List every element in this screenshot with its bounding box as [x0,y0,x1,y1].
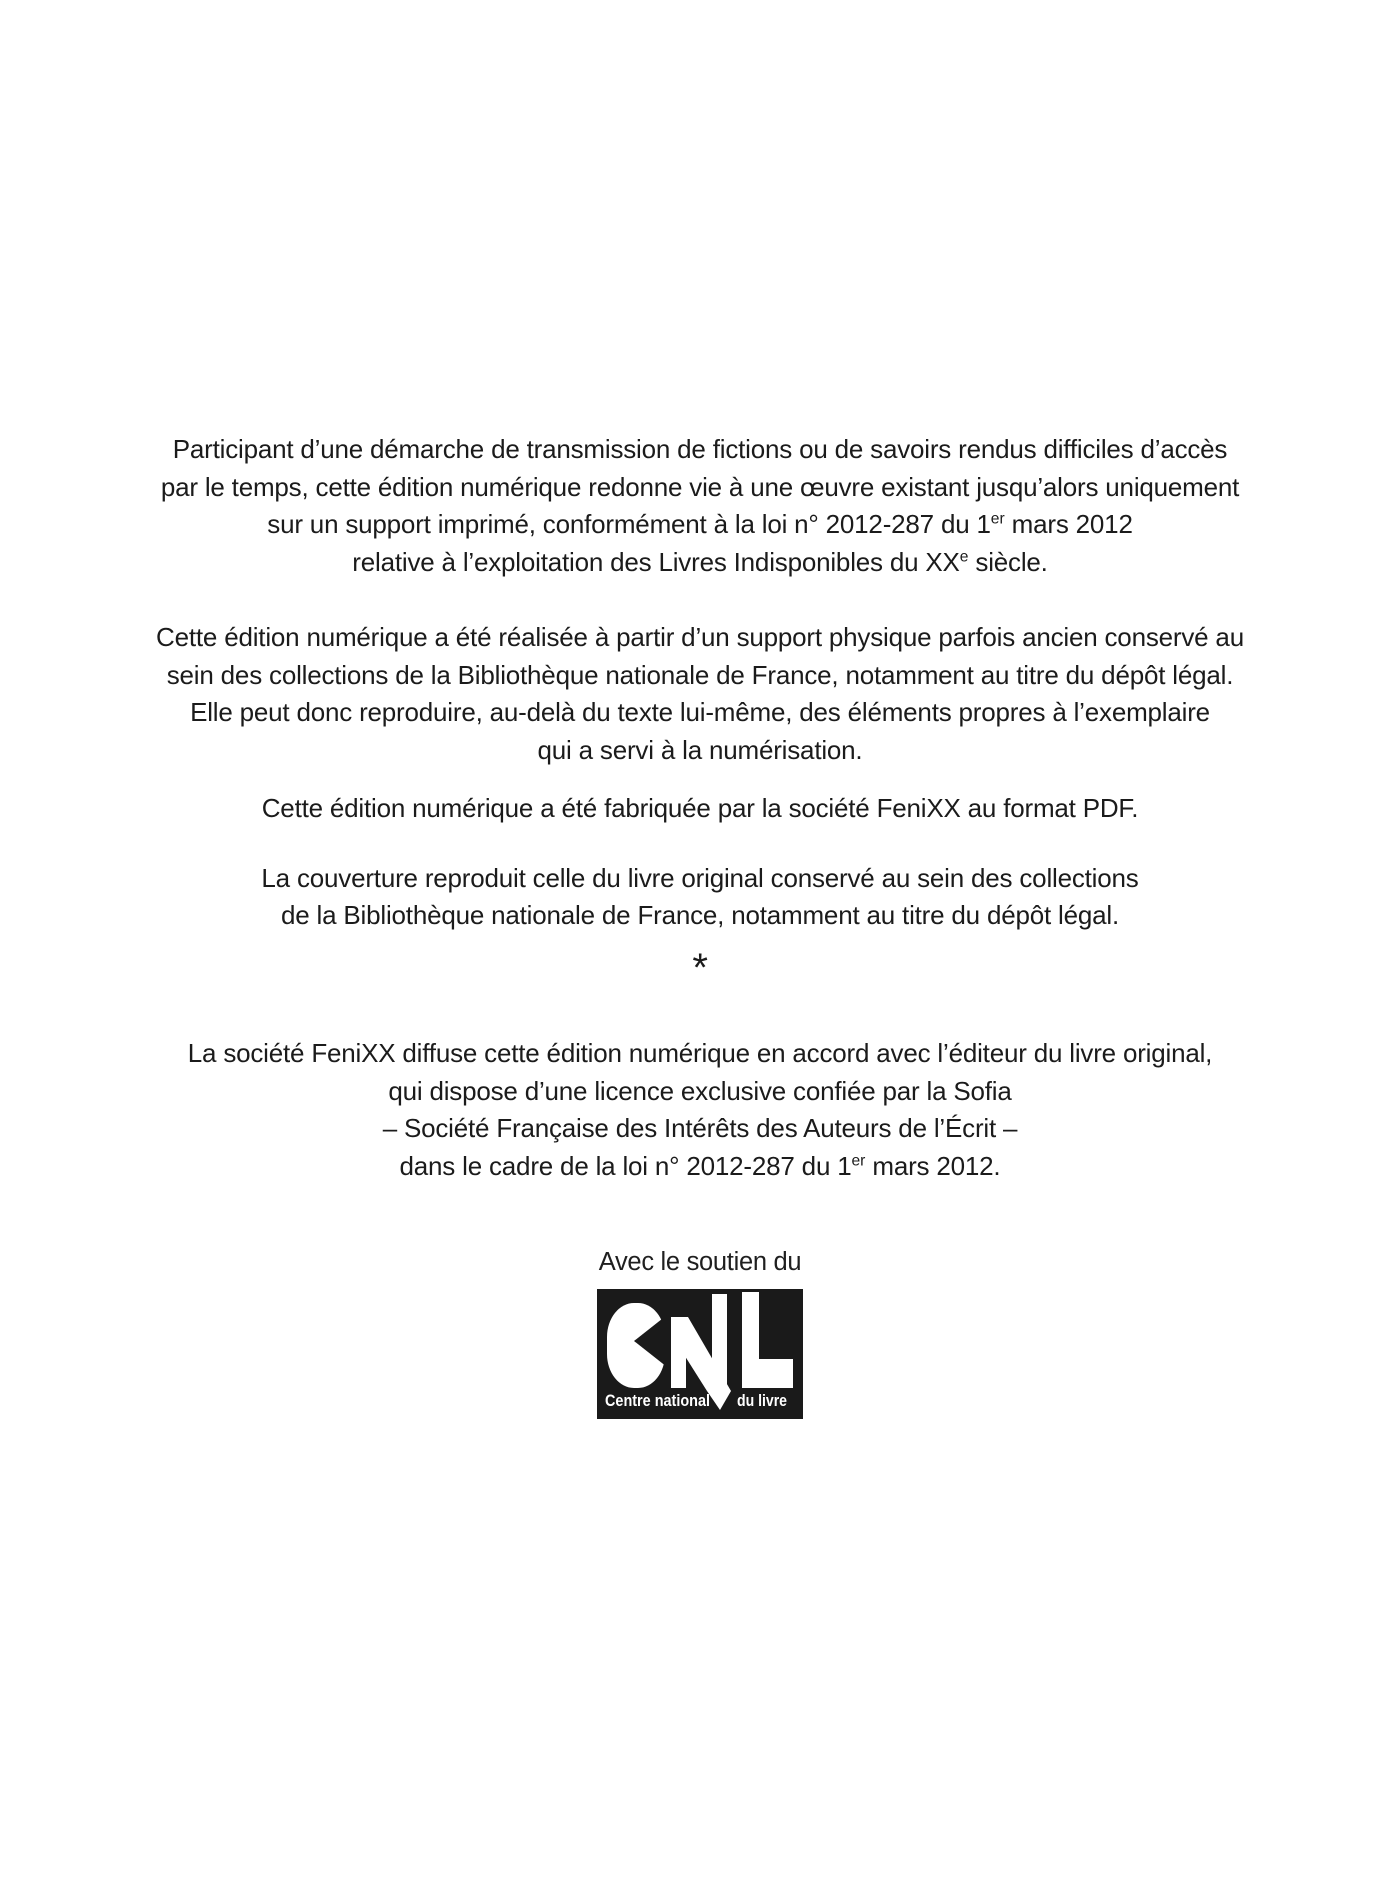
paragraph-legal-context [0,431,1400,581]
paragraph-source [0,619,1400,769]
asterisk-separator [0,945,1400,990]
cnl-letter-c [607,1303,667,1388]
text-line: La couverture reproduit celle du livre original conservé au sein des collections [261,862,1139,893]
logo-caption: Avec le soutien du [598,1248,802,1276]
paragraph-diffusion [0,1035,1400,1185]
paragraph-fabrication [0,790,1400,828]
cnl-support-block [597,1248,803,1419]
text-line: Cette édition numérique a été fabriquée par la société FeniXX au format PDF. [261,793,1139,823]
text-line: qui a servi à la numérisation. [537,734,863,765]
paragraphs [0,431,1400,1185]
text-line: – Société Française des Intérêts des Auteurs de l’Écrit – [382,1113,1018,1143]
text-line: relative à l’exploitation des Livres Indisponibles du XXe siècle. [352,546,1048,577]
cnl-logo-icon [597,1289,803,1419]
cnl-strip-left-label: Centre national [605,1392,710,1410]
text-line: Participant d’une démarche de transmission de fictions ou de savoirs rendus difficiles d’accès [172,434,1228,464]
text-line: Elle peut donc reproduire, au-delà du texte lui-même, des éléments propres à l’exemplaire [190,697,1210,727]
text-line: sur un support imprimé, conformément à la loi n° 2012-287 du 1er mars 2012 [267,509,1133,539]
text-line: qui dispose d’une licence exclusive confiée par la Sofia [388,1075,1012,1106]
text-line: par le temps, cette édition numérique redonne vie à une œuvre existant jusqu’alors uniquement [160,471,1240,502]
cnl-strip-right-label: du livre [737,1392,787,1410]
text-line: La société FeniXX diffuse cette édition numérique en accord avec l’éditeur du livre original, [187,1038,1213,1068]
text-line: sein des collections de la Bibliothèque nationale de France, notamment au titre du dépôt légal. [166,659,1234,690]
text-line: dans le cadre de la loi n° 2012-287 du 1er mars 2012. [399,1150,1001,1181]
text-line: Cette édition numérique a été réalisée à partir d’un support physique parfois ancien conservé au [156,622,1244,652]
paragraph-cover [0,860,1400,935]
text-line: de la Bibliothèque nationale de France, notamment au titre du dépôt légal. [281,900,1119,930]
text-line: * [692,945,708,990]
